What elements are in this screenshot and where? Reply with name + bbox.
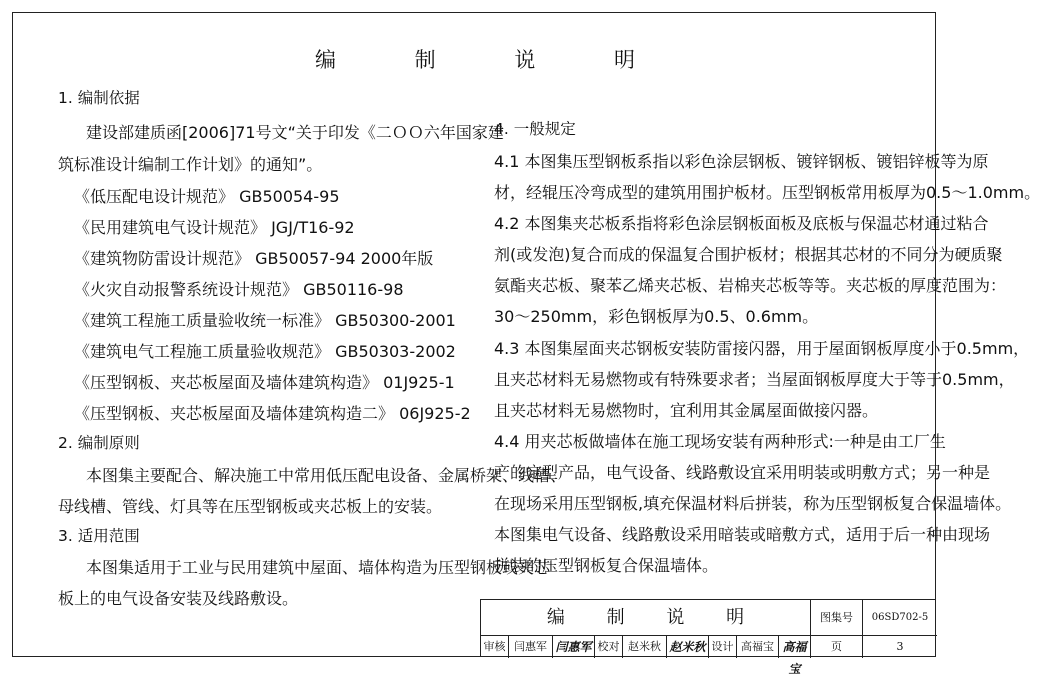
reference-item: 《建筑工程施工质量验收统一标准》 GB50300-2001	[74, 311, 456, 330]
reference-item: 《建筑电气工程施工质量验收规范》 GB50303-2002	[74, 342, 456, 361]
section-1-paragraph-line: 筑标准设计编制工作计划》的通知”。	[58, 155, 323, 174]
rule-line: 在现场采用压型钢板,填充保温材料后拼装，称为压型钢板复合保温墙体。	[494, 494, 1012, 513]
section-2-paragraph-line: 本图集主要配合、解决施工中常用低压配电设备、金属桥架、线槽、	[86, 466, 567, 485]
rule-line: 4.1 本图集压型钢板系指以彩色涂层钢板、镀锌钢板、镀铝锌板等为原	[494, 152, 989, 171]
rule-line: 4.3 本图集屋面夹芯钢板安装防雷接闪器，用于屋面钢板厚度小于0.5mm，	[494, 339, 1030, 358]
rule-line: 4.2 本图集夹芯板系指将彩色涂层钢板面板及底板与保温芯材通过粘合	[494, 214, 989, 233]
rule-line: 4.4 用夹芯板做墙体在施工现场安装有两种形式:一种是由工厂生	[494, 432, 946, 451]
checker-name: 赵米秋	[623, 636, 667, 658]
rule-line: 30～250mm，彩色钢板厚为0.5、0.6mm。	[494, 307, 819, 326]
atlas-number: 06SD702-5	[863, 600, 937, 636]
rule-line: 且夹芯材料无易燃物或有特殊要求者；当屋面钢板厚度大于等于0.5mm，	[494, 370, 1015, 389]
section-1-heading: 1. 编制依据	[58, 89, 140, 107]
check-label: 校对	[595, 636, 623, 658]
section-3-paragraph-line: 本图集适用于工业与民用建筑中屋面、墙体构造为压型钢板或夹芯	[86, 558, 551, 577]
rule-line: 产的定型产品，电气设备、线路敷设宜采用明装或明敷方式；另一种是	[494, 463, 991, 482]
rule-line: 剂(或发泡)复合而成的保温复合围护板材；根据其芯材的不同分为硬质聚	[494, 245, 1003, 264]
atlas-number-label: 图集号	[811, 600, 863, 636]
title-block	[480, 599, 936, 676]
checker-signature: 赵米秋	[667, 636, 709, 658]
section-4-heading: 4. 一般规定	[494, 120, 576, 138]
design-label: 设计	[709, 636, 737, 658]
reference-item: 《压型钢板、夹芯板屋面及墙体建筑构造》 01J925-1	[74, 373, 455, 392]
reference-item: 《建筑物防雷设计规范》 GB50057-94 2000年版	[74, 249, 434, 268]
rule-line: 氨酯夹芯板、聚苯乙烯夹芯板、岩棉夹芯板等等。夹芯板的厚度范围为：	[494, 276, 1007, 295]
designer-name: 高福宝	[737, 636, 779, 658]
reference-item: 《压型钢板、夹芯板屋面及墙体建筑构造二》 06J925-2	[74, 404, 471, 423]
section-2-paragraph-line: 母线槽、管线、灯具等在压型钢板或夹芯板上的安装。	[58, 497, 443, 516]
designer-signature: 高福宝	[779, 636, 811, 658]
reference-item: 《民用建筑电气设计规范》 JGJ/T16-92	[74, 218, 355, 237]
section-3-heading: 3. 适用范围	[58, 527, 140, 545]
section-1-paragraph-line: 建设部建质函[2006]71号文“关于印发《二ＯＯ六年国家建	[86, 123, 504, 142]
section-2-heading: 2. 编制原则	[58, 434, 140, 452]
rule-line: 本图集电气设备、线路敷设采用暗装或暗敷方式，适用于后一种由现场	[494, 525, 991, 544]
title-block-title: 编 制 说 明	[481, 600, 811, 636]
rule-line: 且夹芯材料无易燃物时，宜利用其金属屋面做接闪器。	[494, 401, 879, 420]
reviewer-signature: 闫惠军	[553, 636, 595, 658]
page-title: 编 制 说 明	[314, 48, 672, 72]
section-3-paragraph-line: 板上的电气设备安装及线路敷设。	[58, 589, 299, 608]
rule-line: 材，经辊压冷弯成型的建筑用围护板材。压型钢板常用板厚为0.5～1.0mm。	[494, 183, 1040, 202]
rule-line: 拼装的压型钢板复合保温墙体。	[494, 556, 719, 575]
reference-item: 《火灾自动报警系统设计规范》 GB50116-98	[74, 280, 404, 299]
page-number: 3	[896, 640, 904, 653]
reference-item: 《低压配电设计规范》 GB50054-95	[74, 187, 340, 206]
page-label: 页	[811, 636, 863, 658]
review-label: 审核	[481, 636, 509, 658]
reviewer-name: 闫惠军	[509, 636, 553, 658]
